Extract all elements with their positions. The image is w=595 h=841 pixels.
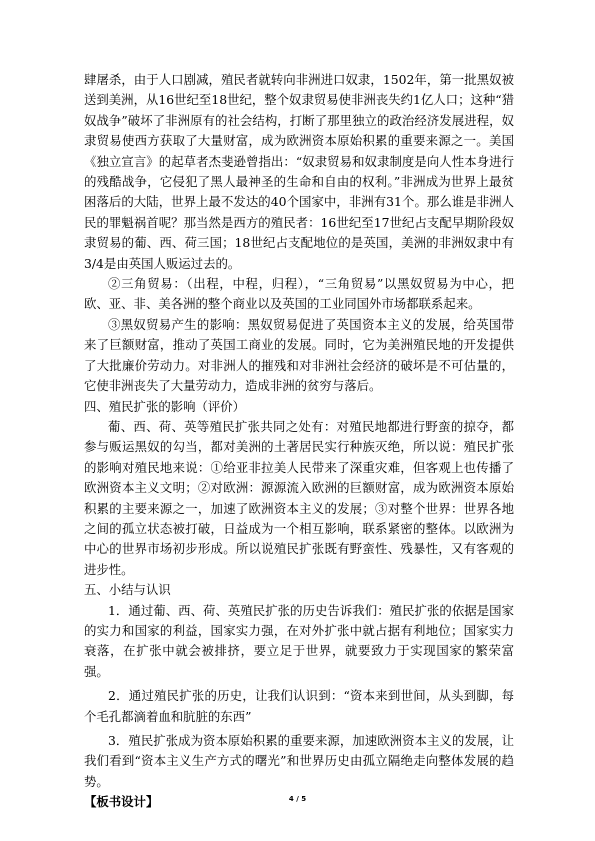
- summary-item-1: 1．通过葡、西、荷、英殖民扩张的历史告诉我们：殖民扩张的依据是国家的实力和国家的利益，国家实力强，在对外扩张中就占据有利地位；国家实力衰落，在扩张中就会被排挤，要立足于世界，就要致力于实现国家的繁荣富强。: [84, 602, 514, 679]
- paragraph-triangular-trade: ②三角贸易：（出程，中程，归程），“三角贸易”以黑奴贸易为中心，把欧、亚、非、美各洲的整个商业以及英国的工业同国外市场都联系起来。: [84, 276, 514, 312]
- board-design-heading: 【板书设计】: [84, 794, 159, 810]
- summary-item-2: 2．通过殖民扩张的历史，让我们认识到：“资本来到世间，从头到脚，每个毛孔都滴着血和肮脏的东西”: [84, 688, 514, 724]
- document-body: [84, 70, 514, 813]
- paragraph-colonial-impact: 葡、西、荷、英等殖民扩张共同之处有：对殖民地都进行野蛮的掠夺，都参与贩运黑奴的勾当，都对美洲的土著居民实行种族灭绝，所以说：殖民扩张的影响对殖民地来说：①给亚非拉美人民带来了深重灾难，但客观上也传播了欧洲资本主义文明；②对欧洲：源源流入欧洲的巨额财富，成为欧洲资本原始积累的主要来源之一，加速了欧洲资本主义的发展；③对整个世界：世界各地之间的孤立状态被打破，日益成为一个相互影响，联系紧密的整体。以欧洲为中心的世界市场初步形成。所以说殖民扩张既有野蛮性、残暴性，又有客观的进步性。: [84, 418, 514, 577]
- paragraph-slave-trade-history: 肆屠杀，由于人口剧减，殖民者就转向非洲进口奴隶，1502年，第一批黑奴被送到美洲，从16世纪至18世纪，整个奴隶贸易使非洲丧失约1亿人口；这种“猎奴战争”破坏了非洲原有的社会结构，打断了那里独立的政治经济发展进程，奴隶贸易使西方获取了大量财富，成为欧洲资本原始积累的重要来源之一。美国《独立宣言》的起草者杰斐逊曾指出：“奴隶贸易和奴隶制度是向人性本身进行的残酷战争，它侵犯了黑人最神圣的生命和自由的权利。”非洲成为世界上最贫困落后的大陆，世界上最不发达的40个国家中，非洲有31个。那么谁是非洲人民的罪魁祸首呢？那当然是西方的殖民者：16世纪至17世纪占支配早期阶段奴隶贸易的葡、西、荷三国；18世纪占支配地位的是英国，美洲的非洲奴隶中有3/4是由英国人贩运过去的。: [84, 72, 514, 271]
- section-heading-summary: 五、小结与认识: [84, 582, 171, 598]
- section-heading-colonial-impact: 四、殖民扩张的影响（评价）: [84, 398, 246, 414]
- page-number: 4 / 5: [288, 795, 307, 803]
- paragraph-slave-trade-impact: ③黑奴贸易产生的影响：黑奴贸易促进了英国资本主义的发展，给英国带来了巨额财富，推动了英国工商业的发展。同时，它为美洲殖民地的开发提供了大批廉价劳动力。对非洲人的摧残和对非洲社会经济的破坏是不可估量的，它使非洲丧失了大量劳动力，造成非洲的贫穷与落后。: [84, 316, 514, 394]
- summary-item-3: 3．殖民扩张成为资本原始积累的重要来源，加速欧洲资本主义的发展，让我们看到“资本主义生产方式的曙光”和世界历史由孤立隔绝走向整体发展的趋势。: [84, 733, 514, 789]
